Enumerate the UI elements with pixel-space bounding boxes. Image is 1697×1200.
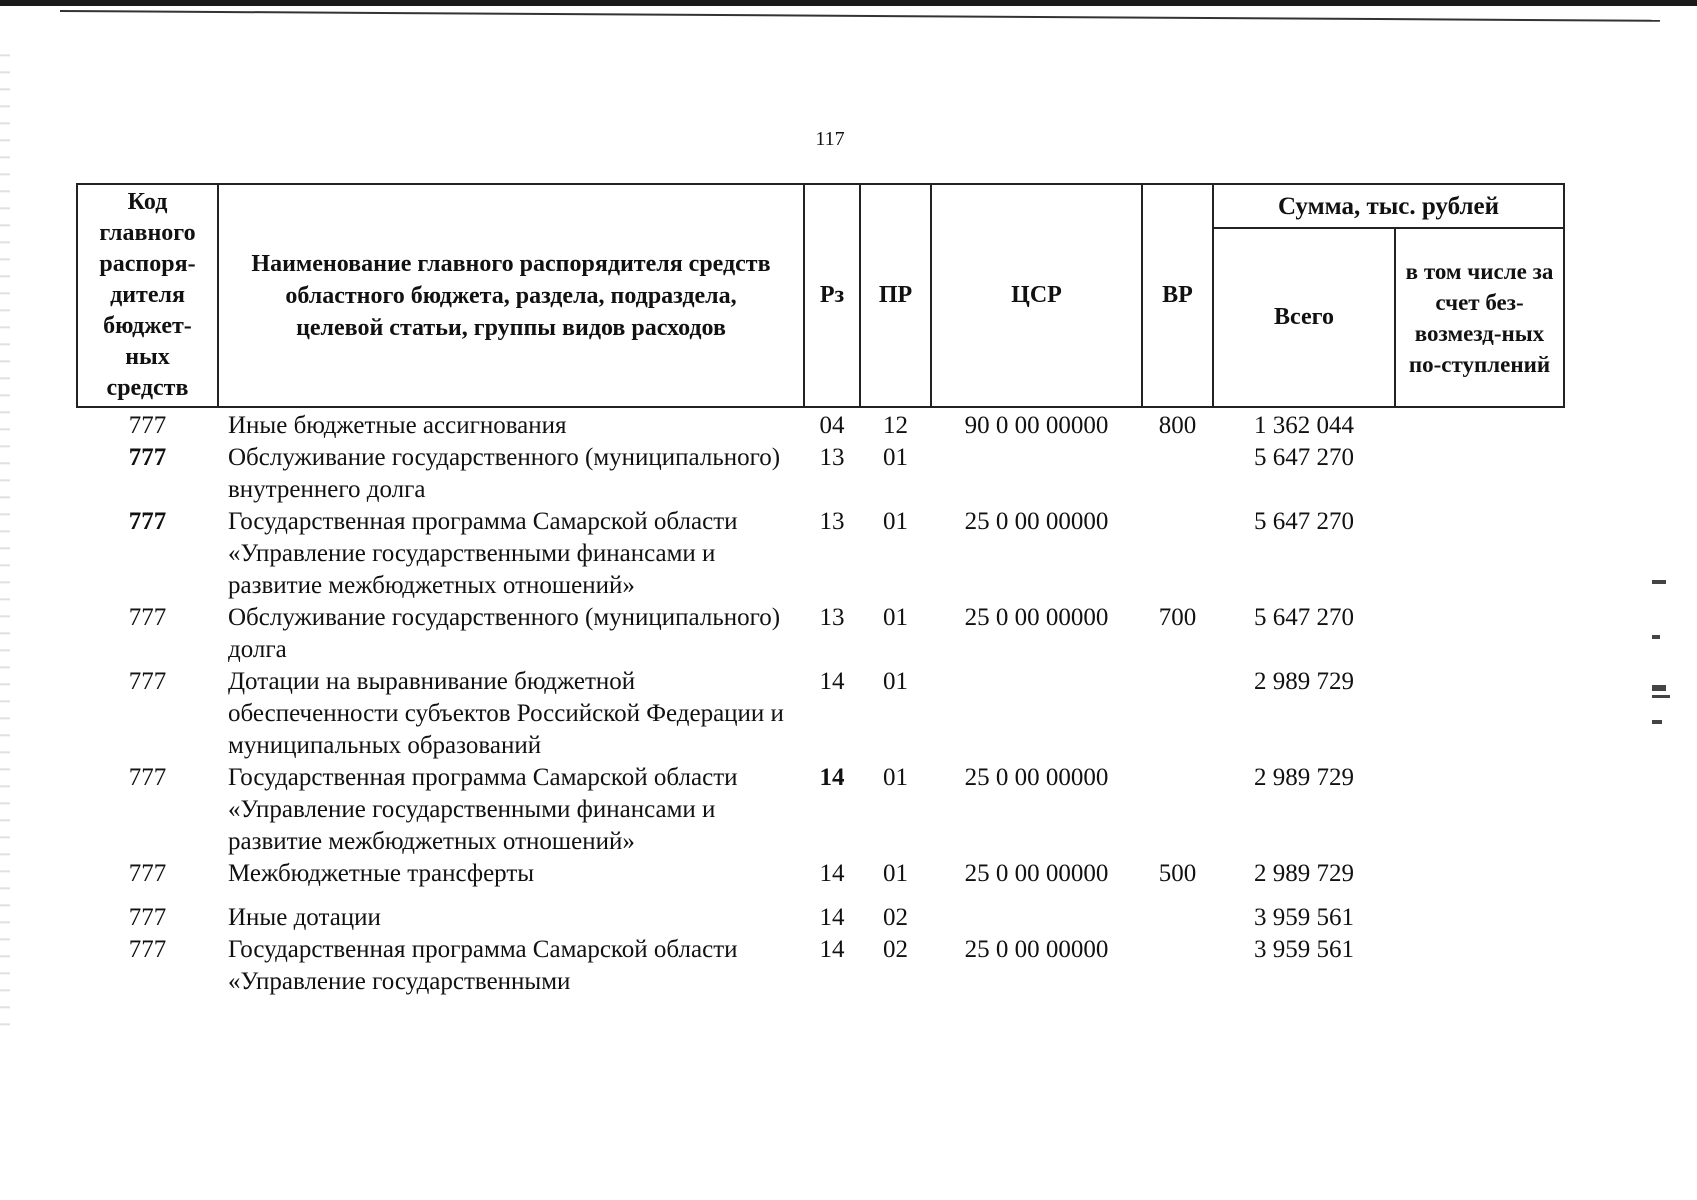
cell-csr: 90 0 00 00000 bbox=[964, 412, 1109, 439]
cell-total: 5 647 270 bbox=[1254, 604, 1354, 631]
cell-vr bbox=[1142, 934, 1213, 998]
cell-code: 777 bbox=[128, 764, 167, 791]
cell-vr bbox=[1142, 442, 1213, 506]
table-header bbox=[77, 184, 1564, 407]
cell-pr: 01 bbox=[883, 860, 908, 887]
cell-free bbox=[1395, 858, 1564, 890]
header-free: в том числе за счет без-возмезд-ных по-ступлений bbox=[1395, 228, 1564, 407]
cell-rz: 04 bbox=[819, 412, 845, 439]
table-row bbox=[77, 934, 1564, 998]
table-row bbox=[77, 442, 1564, 506]
cell-pr: 01 bbox=[883, 444, 908, 471]
cell-pr: 12 bbox=[883, 412, 908, 439]
header-csr: ЦСР bbox=[931, 184, 1142, 407]
cell-csr: 25 0 00 00000 bbox=[964, 936, 1109, 963]
cell-pr: 01 bbox=[883, 764, 908, 791]
cell-vr: 500 bbox=[1158, 860, 1197, 887]
cell-free bbox=[1395, 407, 1564, 442]
cell-name: Иные дотации bbox=[228, 904, 381, 931]
cell-csr: 25 0 00 00000 bbox=[964, 860, 1109, 887]
header-vr: ВР bbox=[1142, 184, 1213, 407]
cell-code: 777 bbox=[128, 860, 167, 887]
cell-rz: 14 bbox=[819, 668, 845, 695]
cell-free bbox=[1395, 666, 1564, 762]
cell-vr bbox=[1142, 890, 1213, 934]
cell-rz: 14 bbox=[819, 936, 845, 963]
cell-pr: 02 bbox=[883, 904, 908, 931]
cell-total: 3 959 561 bbox=[1254, 904, 1354, 931]
cell-total: 2 989 729 bbox=[1254, 860, 1354, 887]
cell-vr: 800 bbox=[1158, 412, 1197, 439]
cell-code: 777 bbox=[128, 604, 167, 631]
cell-code: 777 bbox=[128, 668, 167, 695]
cell-name: Иные бюджетные ассигнования bbox=[228, 412, 567, 439]
cell-pr: 01 bbox=[883, 508, 908, 535]
cell-csr: 25 0 00 00000 bbox=[964, 508, 1109, 535]
cell-total: 2 989 729 bbox=[1254, 668, 1354, 695]
cell-name: Государственная программа Самарской области «Управление государственными финансами и развитие межбюджетных отношений» bbox=[228, 764, 738, 855]
cell-pr: 02 bbox=[883, 936, 908, 963]
cell-rz: 14 bbox=[819, 860, 845, 887]
table-row bbox=[77, 407, 1564, 442]
cell-free bbox=[1395, 890, 1564, 934]
cell-free bbox=[1395, 506, 1564, 602]
cell-name: Дотации на выравнивание бюджетной обеспеченности субъектов Российской Федерации и муниципальных образований bbox=[228, 668, 784, 759]
cell-name: Государственная программа Самарской области «Управление государственными bbox=[228, 936, 738, 995]
cell-vr bbox=[1142, 762, 1213, 858]
table-body bbox=[77, 407, 1564, 998]
cell-free bbox=[1395, 442, 1564, 506]
cell-total: 3 959 561 bbox=[1254, 936, 1354, 963]
cell-total: 2 989 729 bbox=[1254, 764, 1354, 791]
cell-rz: 14 bbox=[819, 904, 845, 931]
header-rz: Рз bbox=[804, 184, 860, 407]
cell-csr: 25 0 00 00000 bbox=[964, 764, 1109, 791]
cell-csr bbox=[931, 442, 1142, 506]
cell-name: Государственная программа Самарской области «Управление государственными финансами и развитие межбюджетных отношений» bbox=[228, 508, 738, 599]
cell-pr: 01 bbox=[883, 668, 908, 695]
cell-rz: 13 bbox=[819, 508, 845, 535]
cell-rz: 13 bbox=[819, 604, 845, 631]
cell-vr: 700 bbox=[1158, 604, 1197, 631]
cell-total: 5 647 270 bbox=[1254, 444, 1354, 471]
cell-code: 777 bbox=[128, 412, 167, 439]
cell-rz: 13 bbox=[819, 444, 845, 471]
cell-vr bbox=[1142, 666, 1213, 762]
table-row bbox=[77, 602, 1564, 666]
cell-code: 777 bbox=[128, 904, 167, 931]
cell-total: 5 647 270 bbox=[1254, 508, 1354, 535]
cell-total: 1 362 044 bbox=[1254, 412, 1354, 439]
header-sum-group: Сумма, тыс. рублей bbox=[1213, 184, 1564, 228]
cell-csr: 25 0 00 00000 bbox=[964, 604, 1109, 631]
table-row bbox=[77, 890, 1564, 934]
header-total: Всего bbox=[1213, 228, 1395, 407]
cell-name: Обслуживание государственного (муниципального) долга bbox=[228, 604, 781, 663]
table-row bbox=[77, 666, 1564, 762]
cell-name: Обслуживание государственного (муниципального) внутреннего долга bbox=[228, 444, 781, 503]
cell-free bbox=[1395, 762, 1564, 858]
cell-code: 777 bbox=[128, 936, 167, 963]
top-scan-line bbox=[60, 10, 1660, 22]
cell-rz: 14 bbox=[819, 764, 845, 791]
cell-vr bbox=[1142, 506, 1213, 602]
table-row bbox=[77, 858, 1564, 890]
header-name: Наименование главного распорядителя средств областного бюджета, раздела, подраздела, целевой статьи, группы видов расходов bbox=[218, 184, 804, 407]
cell-name: Межбюджетные трансферты bbox=[228, 860, 535, 887]
top-border-line bbox=[0, 0, 1697, 6]
cell-code: 777 bbox=[128, 444, 167, 471]
budget-table bbox=[76, 183, 1565, 998]
cell-code: 777 bbox=[128, 508, 167, 535]
header-pr: ПР bbox=[860, 184, 931, 407]
cell-csr bbox=[931, 666, 1142, 762]
right-scan-marks bbox=[1640, 430, 1680, 850]
table-row bbox=[77, 506, 1564, 602]
cell-pr: 01 bbox=[883, 604, 908, 631]
page-number: 117 bbox=[815, 128, 845, 150]
cell-free bbox=[1395, 934, 1564, 998]
header-code: Код главного распоря-дителя бюджет-ных средств bbox=[77, 184, 218, 407]
cell-csr bbox=[931, 890, 1142, 934]
table-row bbox=[77, 762, 1564, 858]
cell-free bbox=[1395, 602, 1564, 666]
left-scan-edge bbox=[0, 40, 10, 1040]
